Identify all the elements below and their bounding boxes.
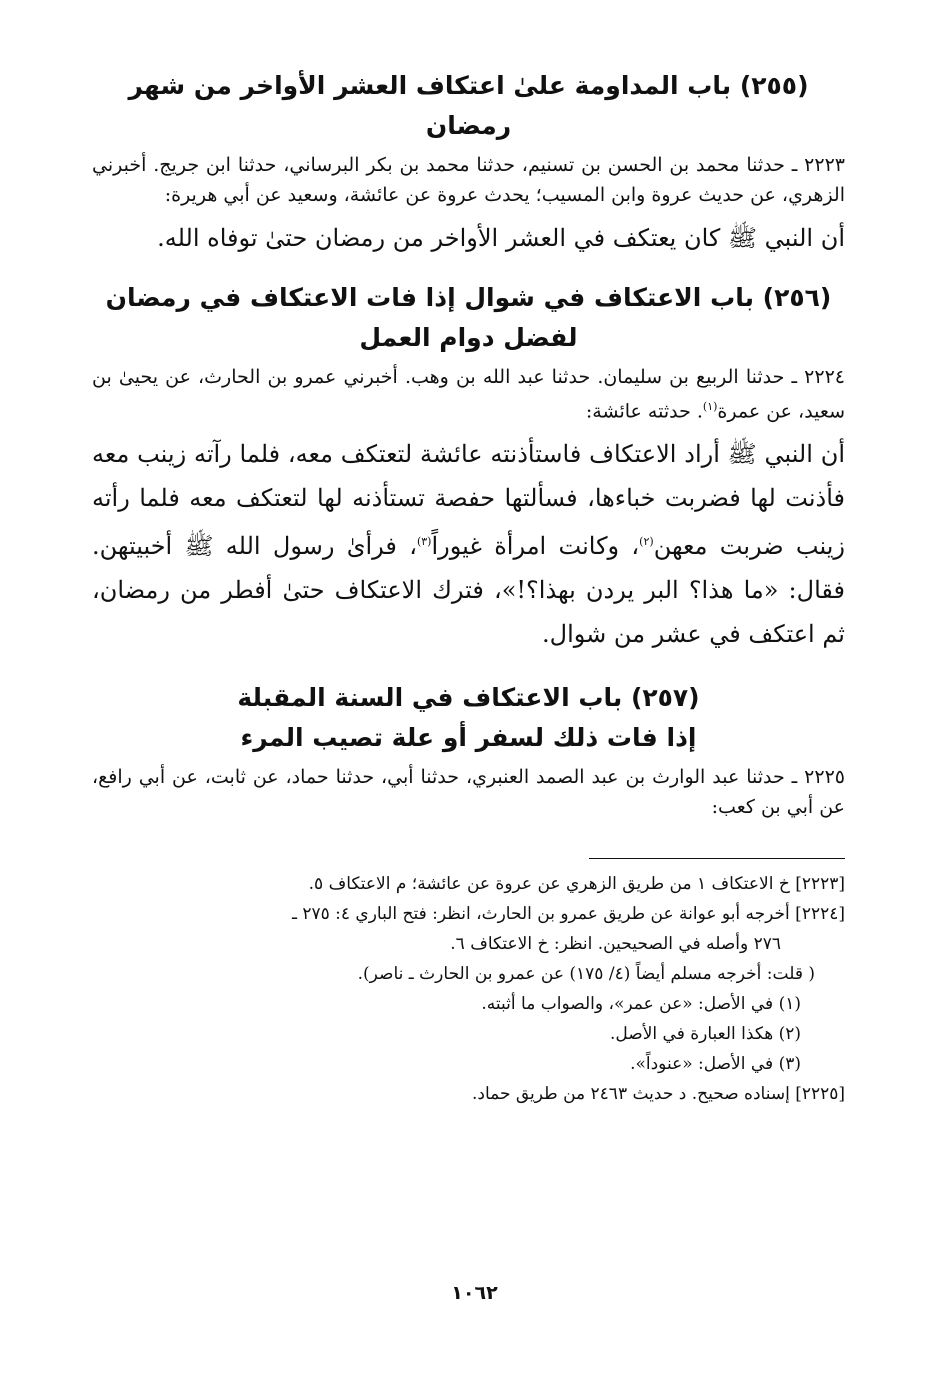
chapter-heading-257 [92, 678, 845, 758]
matn-text: أن النبي ﷺ أراد الاعتكاف فاستأذنته عائشة لتعتكف معه، فلما رآته زينب معه فأذنت لها فضربت خباءها، فسألتها حفصة تستأذنه لها لتعتكف معه فلما رأته زينب ضربت معهن [92, 440, 846, 561]
footnote-2225: [٢٢٢٥] إسناده صحيح. د حديث ٢٤٦٣ من طريق حماد. [471, 1084, 845, 1105]
hadith-2223-chain: ٢٢٢٣ ـ حدثنا محمد بن الحسن بن تسنيم، حدثنا محمد بن بكر البرساني، حدثنا ابن جريج. أخبرني الزهري، عن حديث عروة وابن المسيب؛ يحدث عروة عن عائشة، وسعيد عن أبي هريرة: [92, 154, 845, 206]
chapter-heading-line: لفضل دوام العمل [359, 323, 578, 352]
chain-text: . حدثته عائشة: [585, 400, 703, 423]
chain-text: ٢٢٢٤ ـ حدثنا الربيع بن سليمان. حدثنا عبد الله بن وهب. أخبرني عمرو بن الحارث، عن يحيىٰ بن سعيد، عن عمرة [92, 366, 845, 423]
footnote-divider [589, 858, 845, 859]
chapter-heading-255 [92, 66, 845, 146]
footnote-ref-3: (٣) [416, 535, 432, 549]
chapter-heading-256 [92, 278, 845, 358]
footnote-ref-1: (١) [702, 400, 718, 413]
footnote-2224-editor: ( قلت: أخرجه مسلم أيضاً (٤/ ١٧٥) عن عمرو بن الحارث ـ ناصر). [357, 964, 815, 985]
hadith-2224-chain [92, 362, 845, 426]
footnotes [92, 869, 845, 1109]
chapter-heading-line: (٢٥٧) باب الاعتكاف في السنة المقبلة [237, 683, 700, 713]
hadith-2223-text: أن النبي ﷺ كان يعتكف في العشر الأواخر من رمضان حتىٰ توفاه الله. [157, 224, 845, 252]
matn-text: ، وكانت امرأة غيوراً [431, 532, 640, 561]
chapter-heading-line: إذا فات ذلك لسفر أو علة تصيب المرء [240, 723, 697, 753]
footnote-2: (٢) هكذا العبارة في الأصل. [610, 1024, 801, 1045]
chapter-heading-line: (٢٥٦) باب الاعتكاف في شوال إذا فات الاعتكاف في رمضان [105, 283, 832, 312]
chapter-heading-line: (٢٥٥) باب المداومة علىٰ اعتكاف العشر الأواخر من شهر رمضان [128, 71, 809, 140]
hadith-2224-text [92, 432, 845, 656]
hadith-2225-chain: ٢٢٢٥ ـ حدثنا عبد الوارث بن عبد الصمد العنبري، حدثنا أبي، حدثنا حماد، عن ثابت، عن أبي رافع، عن أبي بن كعب: [92, 766, 845, 819]
footnote-3: (٣) في الأصل: «عنوداً». [630, 1054, 801, 1075]
footnote-2224: [٢٢٢٤] أخرجه أبو عوانة عن طريق عمرو بن الحارث، انظر: فتح الباري ٤: ٢٧٥ ـ [291, 904, 845, 925]
matn-text: ، فرأىٰ رسول الله ﷺ أخبيتهن. فقال: «ما هذا؟ البر يردن بهذا؟!»، فترك الاعتكاف حتىٰ أفطر من رمضان، ثم اعتكف في عشر من شوال. [92, 532, 845, 649]
footnote-2224-cont: ٢٧٦ وأصله في الصحيحين. انظر: خ الاعتكاف ٦. [450, 934, 781, 955]
footnote-1: (١) في الأصل: «عن عمر»، والصواب ما أثبته. [481, 994, 801, 1015]
page-number: ١٠٦٢ [451, 1282, 498, 1304]
footnote-2223: [٢٢٢٣] خ الاعتكاف ١ من طريق الزهري عن عروة عن عائشة؛ م الاعتكاف ٥. [308, 874, 845, 895]
book-page [92, 66, 845, 1375]
footnote-ref-2: (٢) [639, 535, 654, 549]
